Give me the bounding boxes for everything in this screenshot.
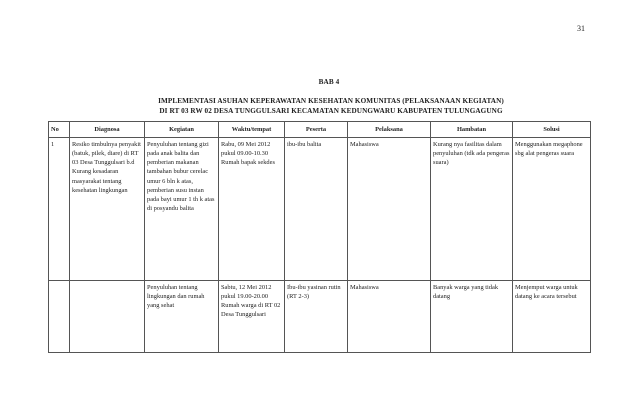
- column-header-pelaksana: Pelaksana: [348, 122, 431, 138]
- cell-kegiatan: Penyuluhan tentang lingkungan dan rumah yang sehat: [145, 281, 219, 353]
- cell-solusi: Menjemput warga untuk datang ke acara tersebut: [513, 281, 591, 353]
- column-header-no: No: [49, 122, 70, 138]
- cell-no: 1: [49, 138, 70, 281]
- column-header-peserta: Peserta: [285, 122, 348, 138]
- table-row: [49, 138, 591, 281]
- document-title-line-2: DI RT 03 RW 02 DESA TUNGGULSARI KECAMATAN KEDUNGWARU KABUPATEN TULUNGAGUNG: [159, 107, 503, 115]
- column-header-diagnosa: Diagnosa: [70, 122, 145, 138]
- cell-pelaksana: Mahasiswa: [348, 281, 431, 353]
- cell-diagnosa: Resiko timbulnya penyakit (batuk, pilek, diare) di RT 03 Desa Tunggulsari b.d Kurang kesadaran masyarakat tentang kesehatan lingkungan: [70, 138, 145, 281]
- table-row: [49, 281, 591, 353]
- cell-waktu-tempat: Rabu, 09 Mei 2012 pukul 09.00-10.30 Rumah bapak sekdes: [219, 138, 285, 281]
- column-header-kegiatan: Kegiatan: [145, 122, 219, 138]
- cell-pelaksana: Mahasiswa: [348, 138, 431, 281]
- column-header-hambatan: Hambatan: [431, 122, 513, 138]
- chapter-heading: BAB 4: [318, 78, 340, 86]
- page-number: 31: [577, 24, 585, 33]
- cell-hambatan: Kurang nya fasilitas dalam penyuluhan (tdk ada pengeras suara): [431, 138, 513, 281]
- cell-peserta: ibu-ibu balita: [285, 138, 348, 281]
- column-header-solusi: Solusi: [513, 122, 591, 138]
- cell-waktu-tempat: Sabtu, 12 Mei 2012 pukul 19.00-20.00 Rumah warga di RT 02 Desa Tunggulsari: [219, 281, 285, 353]
- cell-diagnosa-empty: [70, 281, 145, 353]
- cell-peserta: Ibu-ibu yasinan rutin (RT 2-3): [285, 281, 348, 353]
- document-title-line-1: IMPLEMENTASI ASUHAN KEPERAWATAN KESEHATAN KOMUNITAS (PELAKSANAAN KEGIATAN): [158, 97, 504, 105]
- cell-kegiatan: Penyuluhan tentang gizi pada anak balita dan pemberian makanan tambahan bubur cerelac umur 6 bln k atas, pemberian susu instan pada bayi umur 1 th k atas di posyandu balita: [145, 138, 219, 281]
- column-header-waktu-tempat: Waktu/tempat: [219, 122, 285, 138]
- cell-solusi: Menggunakan megaphone sbg alat pengeras suara: [513, 138, 591, 281]
- cell-hambatan: Banyak warga yang tidak datang: [431, 281, 513, 353]
- table-header-row: [49, 122, 591, 138]
- implementation-table: [48, 121, 591, 353]
- cell-no-empty: [49, 281, 70, 353]
